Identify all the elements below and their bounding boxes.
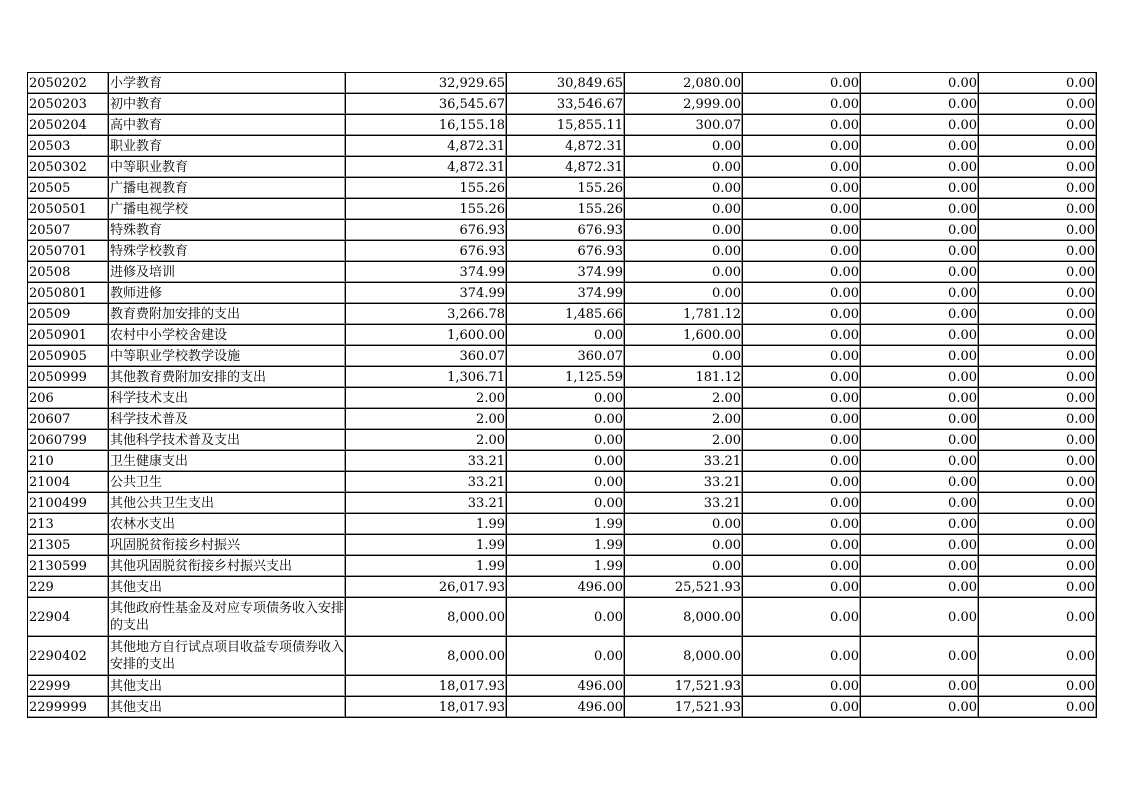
amount-col-3: 33.21 [625, 493, 743, 514]
total-amount: 26,017.93 [346, 577, 507, 598]
total-amount: 2.00 [346, 388, 507, 409]
amount-col-4: 0.00 [743, 514, 861, 535]
amount-col-5: 0.00 [861, 73, 979, 94]
subject-name: 其他公共卫生支出 [109, 493, 346, 514]
amount-col-2: 676.93 [507, 220, 625, 241]
amount-col-2: 0.00 [507, 451, 625, 472]
subject-name: 其他巩固脱贫衔接乡村振兴支出 [109, 556, 346, 577]
total-amount: 155.26 [346, 199, 507, 220]
subject-code: 2050501 [28, 199, 109, 220]
amount-col-4: 0.00 [743, 136, 861, 157]
table-row [28, 220, 1097, 241]
subject-name: 职业教育 [109, 136, 346, 157]
amount-col-4: 0.00 [743, 577, 861, 598]
amount-col-2: 496.00 [507, 676, 625, 697]
amount-col-3: 181.12 [625, 367, 743, 388]
table-row [28, 115, 1097, 136]
subject-name: 农林水支出 [109, 514, 346, 535]
subject-name: 其他地方自行试点项目收益专项债券收入安排的支出 [109, 637, 346, 676]
subject-code: 20507 [28, 220, 109, 241]
table-row [28, 472, 1097, 493]
total-amount: 8,000.00 [346, 637, 507, 676]
amount-col-3: 2.00 [625, 409, 743, 430]
amount-col-6: 0.00 [979, 472, 1097, 493]
amount-col-2: 1,125.59 [507, 367, 625, 388]
amount-col-5: 0.00 [861, 304, 979, 325]
amount-col-5: 0.00 [861, 199, 979, 220]
amount-col-5: 0.00 [861, 577, 979, 598]
subject-name: 进修及培训 [109, 262, 346, 283]
amount-col-3: 2,080.00 [625, 73, 743, 94]
table-row [28, 73, 1097, 94]
table-row [28, 409, 1097, 430]
subject-name: 中等职业教育 [109, 157, 346, 178]
amount-col-6: 0.00 [979, 430, 1097, 451]
amount-col-5: 0.00 [861, 115, 979, 136]
amount-col-2: 0.00 [507, 409, 625, 430]
subject-name: 特殊教育 [109, 220, 346, 241]
amount-col-3: 0.00 [625, 283, 743, 304]
amount-col-4: 0.00 [743, 94, 861, 115]
table-row [28, 493, 1097, 514]
subject-code: 2290402 [28, 637, 109, 676]
amount-col-6: 0.00 [979, 73, 1097, 94]
subject-code: 20508 [28, 262, 109, 283]
amount-col-3: 2.00 [625, 430, 743, 451]
table-row [28, 346, 1097, 367]
subject-code: 2050999 [28, 367, 109, 388]
subject-code: 2060799 [28, 430, 109, 451]
table-row [28, 178, 1097, 199]
amount-col-6: 0.00 [979, 220, 1097, 241]
amount-col-5: 0.00 [861, 157, 979, 178]
amount-col-2: 0.00 [507, 472, 625, 493]
subject-code: 20505 [28, 178, 109, 199]
amount-col-5: 0.00 [861, 598, 979, 637]
table-row [28, 388, 1097, 409]
subject-name: 广播电视学校 [109, 199, 346, 220]
amount-col-5: 0.00 [861, 346, 979, 367]
amount-col-3: 8,000.00 [625, 637, 743, 676]
subject-code: 2050701 [28, 241, 109, 262]
amount-col-4: 0.00 [743, 535, 861, 556]
total-amount: 8,000.00 [346, 598, 507, 637]
table-row [28, 157, 1097, 178]
total-amount: 18,017.93 [346, 697, 507, 718]
table-row [28, 283, 1097, 304]
amount-col-2: 0.00 [507, 493, 625, 514]
table-row [28, 325, 1097, 346]
subject-code: 2050302 [28, 157, 109, 178]
amount-col-4: 0.00 [743, 493, 861, 514]
amount-col-5: 0.00 [861, 676, 979, 697]
amount-col-2: 1.99 [507, 514, 625, 535]
total-amount: 155.26 [346, 178, 507, 199]
total-amount: 4,872.31 [346, 136, 507, 157]
amount-col-4: 0.00 [743, 157, 861, 178]
table-body [28, 73, 1097, 718]
amount-col-3: 8,000.00 [625, 598, 743, 637]
amount-col-3: 1,781.12 [625, 304, 743, 325]
subject-code: 22999 [28, 676, 109, 697]
subject-name: 其他教育费附加安排的支出 [109, 367, 346, 388]
subject-code: 213 [28, 514, 109, 535]
amount-col-2: 374.99 [507, 283, 625, 304]
subject-name: 其他支出 [109, 577, 346, 598]
amount-col-3: 2,999.00 [625, 94, 743, 115]
amount-col-5: 0.00 [861, 241, 979, 262]
amount-col-5: 0.00 [861, 220, 979, 241]
amount-col-5: 0.00 [861, 178, 979, 199]
subject-name: 卫生健康支出 [109, 451, 346, 472]
total-amount: 1.99 [346, 556, 507, 577]
amount-col-6: 0.00 [979, 535, 1097, 556]
subject-name: 初中教育 [109, 94, 346, 115]
amount-col-5: 0.00 [861, 367, 979, 388]
amount-col-4: 0.00 [743, 637, 861, 676]
amount-col-6: 0.00 [979, 388, 1097, 409]
amount-col-6: 0.00 [979, 577, 1097, 598]
subject-code: 2100499 [28, 493, 109, 514]
table-row [28, 577, 1097, 598]
amount-col-5: 0.00 [861, 697, 979, 718]
subject-name: 公共卫生 [109, 472, 346, 493]
amount-col-3: 33.21 [625, 451, 743, 472]
amount-col-4: 0.00 [743, 556, 861, 577]
subject-code: 2130599 [28, 556, 109, 577]
amount-col-4: 0.00 [743, 409, 861, 430]
amount-col-2: 496.00 [507, 577, 625, 598]
amount-col-6: 0.00 [979, 94, 1097, 115]
total-amount: 32,929.65 [346, 73, 507, 94]
amount-col-2: 0.00 [507, 388, 625, 409]
amount-col-6: 0.00 [979, 304, 1097, 325]
subject-name: 教育费附加安排的支出 [109, 304, 346, 325]
total-amount: 1,600.00 [346, 325, 507, 346]
table-row [28, 676, 1097, 697]
subject-code: 206 [28, 388, 109, 409]
amount-col-4: 0.00 [743, 430, 861, 451]
amount-col-3: 0.00 [625, 136, 743, 157]
amount-col-6: 0.00 [979, 409, 1097, 430]
amount-col-2: 30,849.65 [507, 73, 625, 94]
amount-col-5: 0.00 [861, 262, 979, 283]
amount-col-2: 155.26 [507, 178, 625, 199]
amount-col-5: 0.00 [861, 388, 979, 409]
total-amount: 33.21 [346, 451, 507, 472]
total-amount: 16,155.18 [346, 115, 507, 136]
amount-col-4: 0.00 [743, 472, 861, 493]
amount-col-3: 0.00 [625, 346, 743, 367]
amount-col-3: 0.00 [625, 262, 743, 283]
table-row [28, 367, 1097, 388]
table-row [28, 304, 1097, 325]
subject-code: 210 [28, 451, 109, 472]
amount-col-3: 0.00 [625, 556, 743, 577]
total-amount: 3,266.78 [346, 304, 507, 325]
amount-col-4: 0.00 [743, 676, 861, 697]
amount-col-3: 0.00 [625, 241, 743, 262]
amount-col-5: 0.00 [861, 94, 979, 115]
subject-code: 2050801 [28, 283, 109, 304]
budget-expenditure-table [27, 72, 1097, 718]
amount-col-6: 0.00 [979, 367, 1097, 388]
subject-name: 高中教育 [109, 115, 346, 136]
amount-col-2: 0.00 [507, 325, 625, 346]
subject-code: 2050202 [28, 73, 109, 94]
subject-name: 农村中小学校舍建设 [109, 325, 346, 346]
amount-col-3: 25,521.93 [625, 577, 743, 598]
amount-col-4: 0.00 [743, 325, 861, 346]
amount-col-4: 0.00 [743, 697, 861, 718]
amount-col-4: 0.00 [743, 388, 861, 409]
amount-col-2: 1.99 [507, 535, 625, 556]
amount-col-5: 0.00 [861, 325, 979, 346]
total-amount: 360.07 [346, 346, 507, 367]
subject-name: 教师进修 [109, 283, 346, 304]
table-row [28, 535, 1097, 556]
subject-code: 2050901 [28, 325, 109, 346]
subject-name: 其他支出 [109, 697, 346, 718]
amount-col-5: 0.00 [861, 451, 979, 472]
amount-col-2: 0.00 [507, 430, 625, 451]
amount-col-3: 0.00 [625, 157, 743, 178]
amount-col-6: 0.00 [979, 451, 1097, 472]
amount-col-2: 496.00 [507, 697, 625, 718]
amount-col-6: 0.00 [979, 157, 1097, 178]
amount-col-4: 0.00 [743, 241, 861, 262]
subject-code: 2050905 [28, 346, 109, 367]
amount-col-4: 0.00 [743, 283, 861, 304]
amount-col-6: 0.00 [979, 178, 1097, 199]
total-amount: 374.99 [346, 283, 507, 304]
amount-col-6: 0.00 [979, 598, 1097, 637]
subject-code: 20607 [28, 409, 109, 430]
amount-col-5: 0.00 [861, 283, 979, 304]
amount-col-6: 0.00 [979, 241, 1097, 262]
amount-col-6: 0.00 [979, 115, 1097, 136]
amount-col-5: 0.00 [861, 430, 979, 451]
subject-name: 中等职业学校教学设施 [109, 346, 346, 367]
amount-col-5: 0.00 [861, 637, 979, 676]
total-amount: 374.99 [346, 262, 507, 283]
subject-code: 2050203 [28, 94, 109, 115]
table-row [28, 697, 1097, 718]
subject-code: 229 [28, 577, 109, 598]
total-amount: 18,017.93 [346, 676, 507, 697]
amount-col-6: 0.00 [979, 697, 1097, 718]
subject-name: 巩固脱贫衔接乡村振兴 [109, 535, 346, 556]
amount-col-6: 0.00 [979, 136, 1097, 157]
total-amount: 33.21 [346, 493, 507, 514]
amount-col-6: 0.00 [979, 493, 1097, 514]
amount-col-5: 0.00 [861, 136, 979, 157]
subject-code: 21004 [28, 472, 109, 493]
subject-code: 22904 [28, 598, 109, 637]
table-row [28, 262, 1097, 283]
amount-col-4: 0.00 [743, 598, 861, 637]
total-amount: 676.93 [346, 241, 507, 262]
subject-code: 20503 [28, 136, 109, 157]
total-amount: 2.00 [346, 409, 507, 430]
amount-col-4: 0.00 [743, 73, 861, 94]
amount-col-2: 4,872.31 [507, 136, 625, 157]
amount-col-4: 0.00 [743, 451, 861, 472]
amount-col-3: 1,600.00 [625, 325, 743, 346]
subject-name: 科学技术普及 [109, 409, 346, 430]
subject-code: 2050204 [28, 115, 109, 136]
table-row [28, 556, 1097, 577]
total-amount: 36,545.67 [346, 94, 507, 115]
amount-col-6: 0.00 [979, 283, 1097, 304]
amount-col-3: 0.00 [625, 535, 743, 556]
amount-col-6: 0.00 [979, 676, 1097, 697]
amount-col-2: 360.07 [507, 346, 625, 367]
table-row [28, 430, 1097, 451]
table-row [28, 94, 1097, 115]
table-row [28, 451, 1097, 472]
amount-col-6: 0.00 [979, 637, 1097, 676]
amount-col-3: 33.21 [625, 472, 743, 493]
total-amount: 1.99 [346, 514, 507, 535]
amount-col-4: 0.00 [743, 304, 861, 325]
subject-name: 其他政府性基金及对应专项债务收入安排的支出 [109, 598, 346, 637]
amount-col-5: 0.00 [861, 493, 979, 514]
amount-col-3: 17,521.93 [625, 676, 743, 697]
amount-col-2: 0.00 [507, 637, 625, 676]
amount-col-5: 0.00 [861, 472, 979, 493]
total-amount: 2.00 [346, 430, 507, 451]
table-row [28, 199, 1097, 220]
amount-col-2: 676.93 [507, 241, 625, 262]
table-row [28, 637, 1097, 676]
amount-col-2: 33,546.67 [507, 94, 625, 115]
subject-name: 特殊学校教育 [109, 241, 346, 262]
amount-col-6: 0.00 [979, 346, 1097, 367]
amount-col-5: 0.00 [861, 409, 979, 430]
amount-col-2: 15,855.11 [507, 115, 625, 136]
amount-col-2: 155.26 [507, 199, 625, 220]
amount-col-3: 2.00 [625, 388, 743, 409]
subject-code: 2299999 [28, 697, 109, 718]
amount-col-6: 0.00 [979, 514, 1097, 535]
subject-name: 其他科学技术普及支出 [109, 430, 346, 451]
amount-col-2: 1,485.66 [507, 304, 625, 325]
table-row [28, 514, 1097, 535]
amount-col-4: 0.00 [743, 199, 861, 220]
subject-code: 20509 [28, 304, 109, 325]
total-amount: 1,306.71 [346, 367, 507, 388]
amount-col-3: 0.00 [625, 199, 743, 220]
subject-name: 广播电视教育 [109, 178, 346, 199]
amount-col-6: 0.00 [979, 325, 1097, 346]
amount-col-5: 0.00 [861, 535, 979, 556]
amount-col-3: 17,521.93 [625, 697, 743, 718]
amount-col-3: 0.00 [625, 514, 743, 535]
table-row [28, 136, 1097, 157]
amount-col-2: 4,872.31 [507, 157, 625, 178]
amount-col-2: 374.99 [507, 262, 625, 283]
amount-col-2: 0.00 [507, 598, 625, 637]
total-amount: 33.21 [346, 472, 507, 493]
table-row [28, 241, 1097, 262]
amount-col-2: 1.99 [507, 556, 625, 577]
amount-col-5: 0.00 [861, 556, 979, 577]
amount-col-6: 0.00 [979, 199, 1097, 220]
amount-col-4: 0.00 [743, 346, 861, 367]
table-row [28, 598, 1097, 637]
total-amount: 676.93 [346, 220, 507, 241]
amount-col-4: 0.00 [743, 178, 861, 199]
amount-col-6: 0.00 [979, 262, 1097, 283]
total-amount: 4,872.31 [346, 157, 507, 178]
total-amount: 1.99 [346, 535, 507, 556]
amount-col-6: 0.00 [979, 556, 1097, 577]
amount-col-4: 0.00 [743, 367, 861, 388]
amount-col-4: 0.00 [743, 262, 861, 283]
amount-col-4: 0.00 [743, 220, 861, 241]
amount-col-4: 0.00 [743, 115, 861, 136]
amount-col-5: 0.00 [861, 514, 979, 535]
subject-name: 小学教育 [109, 73, 346, 94]
subject-name: 科学技术支出 [109, 388, 346, 409]
amount-col-3: 0.00 [625, 220, 743, 241]
amount-col-3: 300.07 [625, 115, 743, 136]
subject-code: 21305 [28, 535, 109, 556]
amount-col-3: 0.00 [625, 178, 743, 199]
subject-name: 其他支出 [109, 676, 346, 697]
